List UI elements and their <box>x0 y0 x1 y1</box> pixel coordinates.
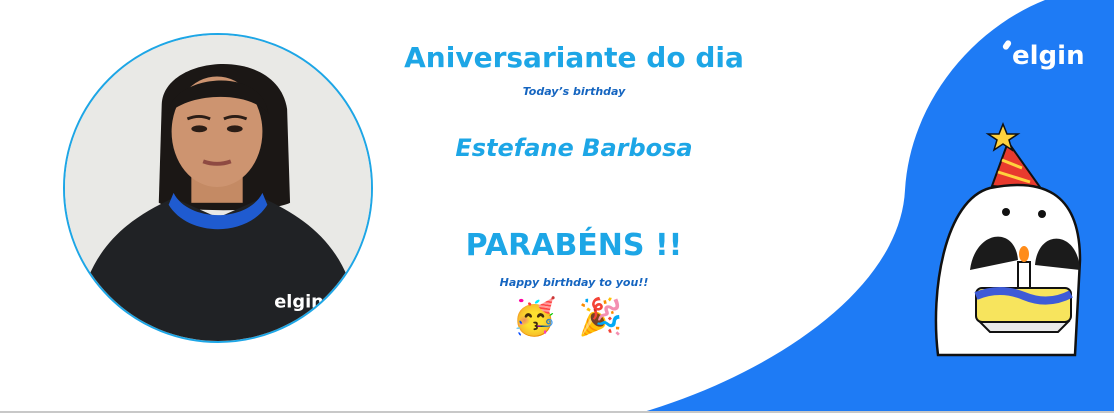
employee-name: Estefane Barbosa <box>455 134 693 162</box>
congrats-subtitle: Happy birthday to you!! <box>499 276 649 289</box>
shirt-logo: elgin <box>274 292 324 313</box>
party-face-icon: 🥳 <box>512 297 557 338</box>
subtitle: Today’s birthday <box>522 85 626 98</box>
congrats-heading: PARABÉNS !! <box>465 228 683 263</box>
brand-logo-text: elgin <box>1012 41 1085 71</box>
employee-photo <box>63 33 373 343</box>
page-title: Aniversariante do dia <box>404 41 744 74</box>
birthday-mascot-illustration <box>930 120 1105 360</box>
logo-mark-icon <box>1002 39 1013 51</box>
party-popper-icon: 🎉 <box>578 297 623 338</box>
brand-logo <box>1004 40 1085 71</box>
